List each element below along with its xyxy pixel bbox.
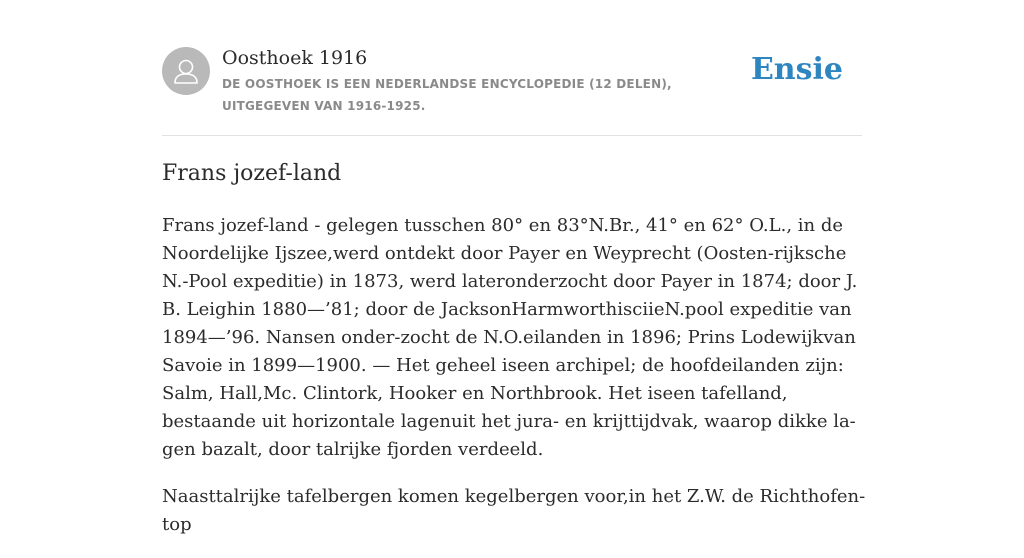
user-silhouette-icon (162, 47, 210, 95)
article-title: Frans jozef-land (162, 161, 342, 186)
source-header (162, 46, 862, 116)
brand-logo[interactable]: Ensie (750, 52, 843, 87)
source-name[interactable]: Oosthoek 1916 (222, 47, 368, 69)
article-body (162, 212, 868, 558)
source-description: DE OOSTHOEK IS EEN NEDERLANDSE ENCYCLOPEDIE (12 DELEN), UITGEGEVEN VAN 1916-1925. (222, 77, 672, 113)
header-divider (162, 135, 862, 136)
article-paragraph: Naasttalrijke tafelbergen komen kegelbergen voor,in het Z.W. de Richthofen-top (162, 486, 866, 535)
article-paragraph: Frans jozef-land - gelegen tusschen 80° en 83°N.Br., 41° en 62° O.L., in de Noordelijke Ijszee,werd ontdekt door Payer en Weyprecht (Oosten-rijksche N.-Pool expeditie) in 1873, werd lateronderzocht door Payer in 1874; door J. B. Leighin 1880—’81; door de JacksonHarmworthisciieN.pool expeditie van 1894—’96. Nansen onder-zocht de N.O.eilanden in 1896; Prins Lodewijkvan Savoie in 1899—1900. — Het geheel iseen archipel; de hoofdeilanden zijn: Salm, Hall,Mc. Clintork, Hooker en Northbrook. Het iseen tafelland, bestaande uit horizontale lagenuit het jura- en krijttijdvak, waarop dikke la-gen bazalt, door talrijke fjorden verdeeld. (162, 215, 858, 460)
source-avatar[interactable] (162, 47, 210, 95)
